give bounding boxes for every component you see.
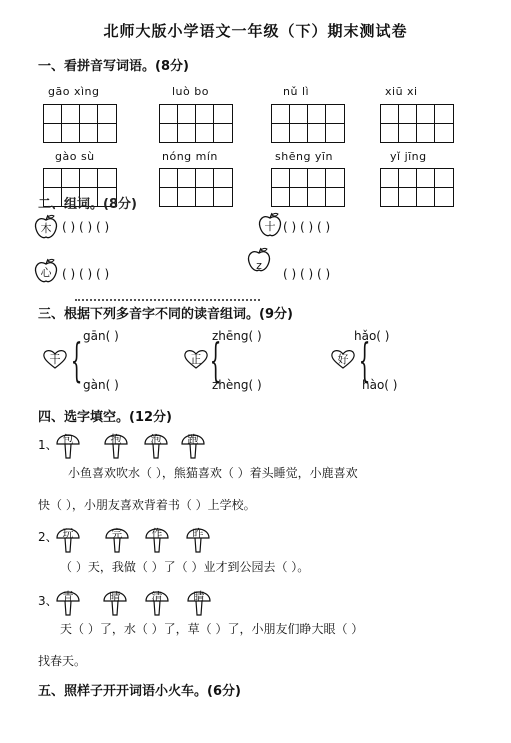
reading[interactable]: zhèng( ) [212,378,262,392]
pinyin: shēng yīn [275,150,333,163]
section3-heading: 三、根据下列多音字不同的读音组词。(9分) [38,307,293,322]
pinyin: nóng mín [162,150,218,163]
section1-heading: 一、看拼音写词语。(8分) [38,59,189,74]
answer-parens[interactable]: ( ) ( ) ( ) [283,267,331,281]
writing-grid[interactable] [271,104,345,143]
pinyin: yǐ jīng [390,150,427,163]
brace: { [358,333,371,387]
reading[interactable]: zhēng( ) [212,329,262,343]
heart-icon: 正 [183,348,209,370]
reading[interactable]: hào( ) [362,378,398,392]
fill-sentence[interactable]: 找春天。 [38,654,87,668]
item-number: 2、 [38,530,58,544]
fill-sentence[interactable]: 快（ ），小朋友喜欢背着书（ ）上学校。 [38,498,256,512]
mushroom-icon: 抱 [103,428,129,460]
page-title: 北师大版小学语文一年级（下）期末测试卷 [103,22,408,40]
pinyin: nǔ lì [283,85,310,98]
apple-icon: 十 [257,212,283,238]
item-number: 1、 [38,438,58,452]
item-number: 3、 [38,594,58,608]
section5-heading: 五、照样子开开词语小火车。(6分) [38,684,241,699]
reading[interactable]: gàn( ) [83,378,119,392]
pinyin: gāo xìng [48,85,100,98]
mushroom-icon: 昨 [185,522,211,554]
writing-grid[interactable] [380,104,454,143]
mushroom-icon: 晴 [102,585,128,617]
apple-icon: z [246,247,272,273]
writing-grid[interactable] [43,104,117,143]
answer-parens[interactable]: ( ) ( ) ( ) [62,267,110,281]
section2-heading: 二、组词。(8分) [38,197,137,212]
mushroom-icon: 完 [104,522,130,554]
answer-parens[interactable]: ( ) ( ) ( ) [283,220,331,234]
section4-heading: 四、选字填空。(12分) [38,410,172,425]
mushroom-icon: 泡 [143,428,169,460]
mushroom-icon: 玩 [55,522,81,554]
mushroom-icon: 青 [55,585,81,617]
mushroom-icon: 包 [55,428,81,460]
divider [75,296,260,301]
mushroom-icon: 睛 [186,585,212,617]
apple-icon: 木 [33,214,59,240]
writing-grid[interactable] [159,104,233,143]
pinyin: xiū xi [385,85,418,98]
answer-parens[interactable]: ( ) ( ) ( ) [62,220,110,234]
fill-sentence[interactable]: 小鱼喜欢吹水（ ），熊猫喜欢（ ）着头睡觉，小鹿喜欢 [68,466,358,480]
apple-icon: 心 [33,258,59,284]
mushroom-icon: 跑 [180,428,206,460]
reading[interactable]: hǎo( ) [354,329,390,343]
heart-icon: 好 [330,348,356,370]
fill-sentence[interactable]: （ ）天，我做（ ）了（ ）业才到公园去（ ）。 [60,560,310,574]
writing-grid[interactable] [271,168,345,207]
writing-grid[interactable] [159,168,233,207]
reading[interactable]: gān( ) [83,329,119,343]
pinyin: gào sù [55,150,95,163]
mushroom-icon: 清 [144,585,170,617]
writing-grid[interactable] [380,168,454,207]
brace: { [209,333,222,387]
heart-icon: 干 [42,348,68,370]
pinyin: luò bo [172,85,209,98]
fill-sentence[interactable]: 天（ ）了，水（ ）了，草（ ）了，小朋友们睁大眼（ ） [60,622,364,636]
mushroom-icon: 作 [144,522,170,554]
brace: { [70,333,83,387]
